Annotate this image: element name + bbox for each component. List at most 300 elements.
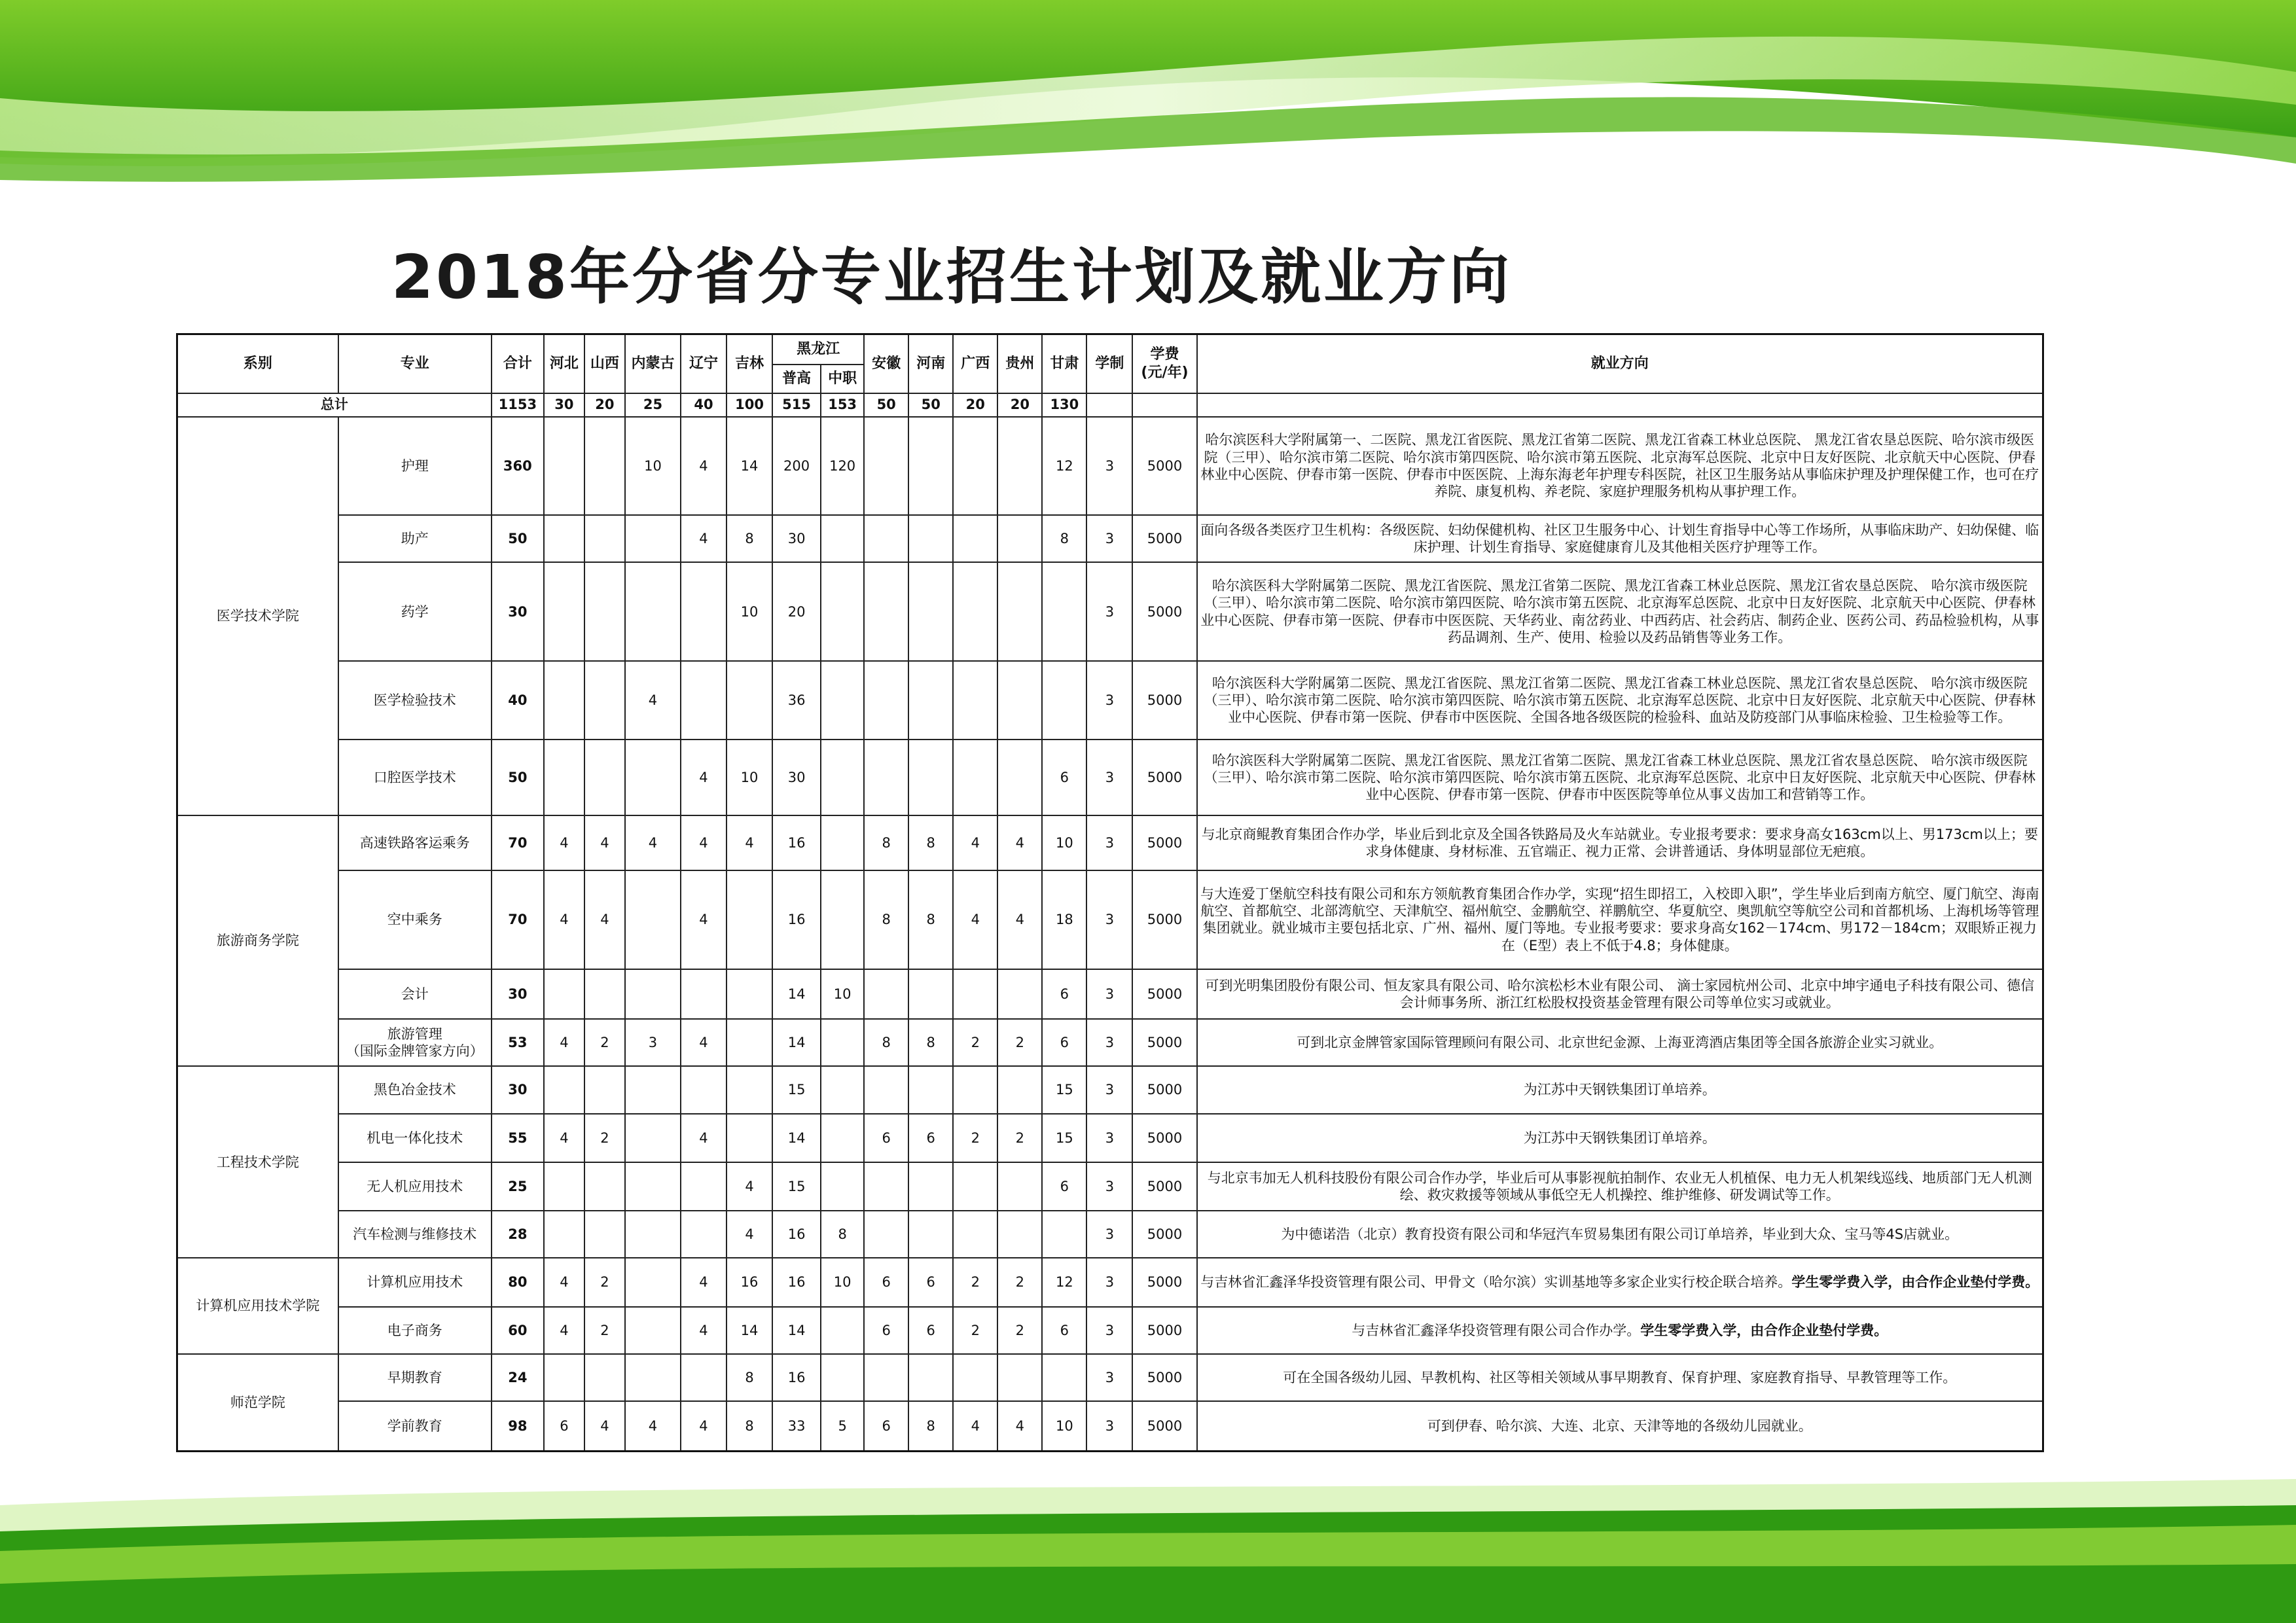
table-row: [177, 1401, 2043, 1451]
quota-cell: [544, 1211, 584, 1258]
quota-cell: [908, 515, 953, 562]
total-cell: [1132, 393, 1196, 417]
quota-cell: 6: [1042, 1019, 1086, 1066]
total-cell: 50: [908, 393, 953, 417]
quota-cell: [864, 1066, 908, 1113]
employment-text: 可在全国各级幼儿园、早教机构、社区等相关领域从事早期教育、保育护理、家庭教育指导、早教管理等工作。: [1283, 1369, 1957, 1385]
table-row: [177, 740, 2043, 815]
header-province: 河南: [908, 334, 953, 393]
total-count-cell: 24: [492, 1354, 544, 1401]
quota-cell: [821, 661, 864, 740]
quota-cell: [726, 870, 772, 969]
quota-cell: 16: [772, 1211, 821, 1258]
quota-cell: [726, 969, 772, 1019]
total-cell: 20: [997, 393, 1042, 417]
employment-cell: [1197, 870, 2043, 969]
table-row: [177, 870, 2043, 969]
table-row: [177, 1114, 2043, 1162]
quota-cell: [584, 1066, 625, 1113]
quota-cell: 4: [681, 740, 726, 815]
quota-cell: [908, 969, 953, 1019]
quota-cell: 5000: [1132, 870, 1196, 969]
table-row: [177, 1354, 2043, 1401]
quota-cell: [544, 1162, 584, 1211]
quota-cell: 4: [997, 1401, 1042, 1451]
quota-cell: [908, 661, 953, 740]
quota-cell: [544, 1066, 584, 1113]
table-row: [177, 1211, 2043, 1258]
total-count-cell: 55: [492, 1114, 544, 1162]
quota-cell: [821, 740, 864, 815]
quota-cell: 2: [584, 1114, 625, 1162]
quota-cell: [953, 969, 997, 1019]
department-cell: 师范学院: [177, 1354, 338, 1452]
quota-cell: [864, 515, 908, 562]
quota-cell: 5000: [1132, 740, 1196, 815]
department-cell: 计算机应用技术学院: [177, 1258, 338, 1354]
quota-cell: 5000: [1132, 1307, 1196, 1354]
quota-cell: 14: [772, 1114, 821, 1162]
quota-cell: 4: [726, 1162, 772, 1211]
quota-cell: 6: [544, 1401, 584, 1451]
quota-cell: [864, 1211, 908, 1258]
quota-cell: [821, 1019, 864, 1066]
major-cell: 汽车检测与维修技术: [338, 1211, 492, 1258]
quota-cell: [544, 515, 584, 562]
quota-cell: 2: [953, 1258, 997, 1306]
quota-cell: [997, 969, 1042, 1019]
employment-text: 与吉林省汇鑫泽华投资管理有限公司合作办学。: [1352, 1322, 1641, 1338]
quota-cell: 4: [953, 815, 997, 870]
quota-cell: 14: [772, 1019, 821, 1066]
quota-cell: 3: [1086, 1211, 1132, 1258]
quota-cell: 4: [681, 417, 726, 516]
quota-cell: 16: [772, 1258, 821, 1306]
employment-text: 可到伊春、哈尔滨、大连、北京、天津等地的各级幼儿园就业。: [1427, 1418, 1812, 1434]
quota-cell: [821, 1354, 864, 1401]
quota-cell: 6: [1042, 1307, 1086, 1354]
employment-cell: [1197, 1019, 2043, 1066]
quota-cell: [864, 562, 908, 661]
employment-text: 与吉林省汇鑫泽华投资管理有限公司、甲骨文（哈尔滨）实训基地等多家企业实行校企联合培养。: [1200, 1274, 1792, 1291]
quota-cell: 3: [1086, 1401, 1132, 1451]
header-province: 广西: [953, 334, 997, 393]
quota-cell: 3: [1086, 562, 1132, 661]
quota-cell: [625, 1162, 681, 1211]
quota-cell: 2: [997, 1307, 1042, 1354]
employment-cell: [1197, 969, 2043, 1019]
header-province: 辽宁: [681, 334, 726, 393]
employment-cell: [1197, 515, 2043, 562]
quota-cell: 2: [584, 1307, 625, 1354]
quota-cell: 5000: [1132, 515, 1196, 562]
quota-cell: 4: [681, 870, 726, 969]
total-cell: 20: [584, 393, 625, 417]
quota-cell: 8: [1042, 515, 1086, 562]
quota-cell: 15: [772, 1162, 821, 1211]
employment-cell: [1197, 740, 2043, 815]
quota-cell: [997, 1066, 1042, 1113]
quota-cell: [908, 417, 953, 516]
total-cell: 50: [864, 393, 908, 417]
header-duration: 学制: [1086, 334, 1132, 393]
quota-cell: [864, 1354, 908, 1401]
header-heilongjiang: 黑龙江: [772, 334, 864, 365]
quota-cell: 200: [772, 417, 821, 516]
quota-cell: [953, 515, 997, 562]
quota-cell: 2: [584, 1258, 625, 1306]
header-province: 安徽: [864, 334, 908, 393]
quota-cell: 10: [625, 417, 681, 516]
employment-cell: [1197, 1401, 2043, 1451]
quota-cell: 3: [1086, 870, 1132, 969]
quota-cell: [953, 562, 997, 661]
quota-cell: 4: [726, 1211, 772, 1258]
quota-cell: [584, 417, 625, 516]
total-cell: 153: [821, 393, 864, 417]
quota-cell: 8: [908, 815, 953, 870]
major-cell: 早期教育: [338, 1354, 492, 1401]
employment-cell: [1197, 815, 2043, 870]
quota-cell: 5000: [1132, 1401, 1196, 1451]
quota-cell: 6: [1042, 969, 1086, 1019]
header-major: 专业: [338, 334, 492, 393]
table-row: [177, 417, 2043, 516]
quota-cell: 3: [1086, 417, 1132, 516]
employment-cell: [1197, 1307, 2043, 1354]
major-cell: 黑色冶金技术: [338, 1066, 492, 1113]
quota-cell: 4: [584, 815, 625, 870]
employment-cell: [1197, 417, 2043, 516]
quota-cell: 4: [681, 1307, 726, 1354]
page-title: [0, 229, 2296, 315]
quota-cell: 5000: [1132, 1066, 1196, 1113]
quota-cell: 3: [625, 1019, 681, 1066]
total-cell: 25: [625, 393, 681, 417]
quota-cell: 10: [726, 562, 772, 661]
quota-cell: 5000: [1132, 1354, 1196, 1401]
quota-cell: 6: [864, 1258, 908, 1306]
quota-cell: [544, 562, 584, 661]
header-province: 吉林: [726, 334, 772, 393]
quota-cell: [821, 1162, 864, 1211]
quota-cell: [997, 661, 1042, 740]
quota-cell: 3: [1086, 740, 1132, 815]
header-total: 合计: [492, 334, 544, 393]
quota-cell: [681, 562, 726, 661]
quota-cell: [544, 417, 584, 516]
quota-cell: [953, 1354, 997, 1401]
quota-cell: [953, 1211, 997, 1258]
total-cell: 1153: [492, 393, 544, 417]
total-label: 总计: [177, 393, 492, 417]
quota-cell: 30: [772, 740, 821, 815]
quota-cell: 4: [584, 1401, 625, 1451]
quota-cell: 8: [726, 515, 772, 562]
quota-cell: [681, 969, 726, 1019]
quota-cell: 3: [1086, 969, 1132, 1019]
quota-cell: 4: [544, 870, 584, 969]
employment-text: 面向各级各类医疗卫生机构：各级医院、妇幼保健机构、社区卫生服务中心、计划生育指导中心等工作场所，从事临床助产、妇幼保健、临床护理、计划生育指导、家庭健康育儿及其他相关医疗护理等工作。: [1200, 522, 2039, 556]
quota-cell: 16: [772, 1354, 821, 1401]
quota-cell: [726, 1066, 772, 1113]
quota-cell: 4: [584, 870, 625, 969]
employment-cell: [1197, 1114, 2043, 1162]
quota-cell: 18: [1042, 870, 1086, 969]
quota-cell: [584, 562, 625, 661]
quota-cell: [821, 870, 864, 969]
quota-cell: [953, 661, 997, 740]
quota-cell: [997, 1211, 1042, 1258]
quota-cell: 16: [772, 815, 821, 870]
employment-text: 哈尔滨医科大学附属第二医院、黑龙江省医院、黑龙江省第二医院、黑龙江省森工林业总医院、黑龙江省农垦总医院、 哈尔滨市级医院（三甲）、哈尔滨市第二医院、哈尔滨市第四医院、哈尔滨市第五医院、北京海军总医院、北京中日友好医院、北京航天中心医院、伊春林业中心医院、伊春市第一医院、伊春市中医医院、全国各地各级医院的检验科、血站及防疫部门从事临床检验、卫生检验等工作。: [1204, 675, 2036, 726]
quota-cell: [953, 1066, 997, 1113]
quota-cell: [1042, 1354, 1086, 1401]
quota-cell: 14: [772, 969, 821, 1019]
quota-cell: 10: [821, 1258, 864, 1306]
quota-cell: 15: [1042, 1114, 1086, 1162]
quota-cell: 4: [544, 1114, 584, 1162]
header-hlj-vocational: 中职: [821, 365, 864, 393]
header-employment: 就业方向: [1197, 334, 2043, 393]
employment-text: 为中德诺浩（北京）教育投资有限公司和华冠汽车贸易集团有限公司订单培养，毕业到大众、宝马等4S店就业。: [1281, 1226, 1959, 1243]
quota-cell: [997, 740, 1042, 815]
quota-cell: 5000: [1132, 969, 1196, 1019]
table-row: [177, 562, 2043, 661]
table-row: [177, 815, 2043, 870]
quota-cell: [625, 969, 681, 1019]
quota-cell: 4: [544, 1307, 584, 1354]
quota-cell: 5000: [1132, 1162, 1196, 1211]
quota-cell: 10: [821, 969, 864, 1019]
quota-cell: 14: [726, 417, 772, 516]
table-row: [177, 1258, 2043, 1306]
quota-cell: 8: [864, 1019, 908, 1066]
quota-cell: [821, 1307, 864, 1354]
quota-cell: [997, 417, 1042, 516]
quota-cell: 33: [772, 1401, 821, 1451]
quota-cell: [584, 969, 625, 1019]
quota-cell: [997, 1354, 1042, 1401]
header-province: 山西: [584, 334, 625, 393]
quota-cell: [821, 1066, 864, 1113]
total-cell: 40: [681, 393, 726, 417]
quota-cell: [584, 515, 625, 562]
employment-highlight: 学生零学费入学，由合作企业垫付学费。: [1640, 1322, 1888, 1338]
employment-cell: [1197, 1258, 2043, 1306]
quota-cell: 3: [1086, 1162, 1132, 1211]
quota-cell: 8: [908, 1401, 953, 1451]
quota-cell: [908, 562, 953, 661]
quota-cell: 16: [726, 1258, 772, 1306]
quota-cell: 4: [681, 515, 726, 562]
employment-text: 可到北京金牌管家国际管理顾问有限公司、北京世纪金源、上海亚湾酒店集团等全国各旅游企业实习就业。: [1297, 1034, 1943, 1050]
employment-highlight: 学生零学费入学，由合作企业垫付学费。: [1791, 1274, 2039, 1291]
major-cell: 高速铁路客运乘务: [338, 815, 492, 870]
quota-cell: [726, 661, 772, 740]
quota-cell: 6: [908, 1114, 953, 1162]
employment-cell: [1197, 1162, 2043, 1211]
table-row: [177, 969, 2043, 1019]
quota-cell: 5000: [1132, 1114, 1196, 1162]
quota-cell: [625, 870, 681, 969]
total-cell: [1197, 393, 2043, 417]
major-cell: 学前教育: [338, 1401, 492, 1451]
quota-cell: 2: [997, 1114, 1042, 1162]
quota-cell: [997, 515, 1042, 562]
quota-cell: 4: [681, 1019, 726, 1066]
quota-cell: 5000: [1132, 562, 1196, 661]
table-row: [177, 661, 2043, 740]
quota-cell: [584, 740, 625, 815]
total-count-cell: 40: [492, 661, 544, 740]
quota-cell: [681, 1354, 726, 1401]
quota-cell: 8: [821, 1211, 864, 1258]
table-row: [177, 1066, 2043, 1113]
quota-cell: 10: [726, 740, 772, 815]
quota-cell: [625, 1307, 681, 1354]
table-row: [177, 1019, 2043, 1066]
page-title-text: 2018年分省分专业招生计划及就业方向: [391, 242, 1513, 312]
enrollment-plan-table: [176, 333, 2044, 1452]
employment-cell: [1197, 1211, 2043, 1258]
quota-cell: 4: [625, 815, 681, 870]
quota-cell: [908, 740, 953, 815]
quota-cell: 3: [1086, 1354, 1132, 1401]
quota-cell: 6: [908, 1307, 953, 1354]
employment-cell: [1197, 1354, 2043, 1401]
header-province: 贵州: [997, 334, 1042, 393]
employment-text: 可到光明集团股份有限公司、恒友家具有限公司、哈尔滨松杉木业有限公司、 滴士家园杭州公司、北京中坤宇通电子科技有限公司、德信会计师事务所、浙江红松股权投资基金管理有限公司等单位实习或就业。: [1205, 977, 2035, 1010]
quota-cell: 6: [1042, 740, 1086, 815]
quota-cell: 5000: [1132, 1211, 1196, 1258]
top-green-wave-banner: [0, 0, 2296, 196]
quota-cell: [625, 1211, 681, 1258]
major-cell: 旅游管理 （国际金牌管家方向）: [338, 1019, 492, 1066]
total-cell: 130: [1042, 393, 1086, 417]
total-cell: 30: [544, 393, 584, 417]
quota-cell: [821, 815, 864, 870]
quota-cell: [821, 1114, 864, 1162]
quota-cell: [544, 740, 584, 815]
quota-cell: [997, 562, 1042, 661]
quota-cell: 8: [726, 1354, 772, 1401]
quota-cell: 15: [772, 1066, 821, 1113]
quota-cell: 4: [625, 661, 681, 740]
quota-cell: 14: [772, 1307, 821, 1354]
quota-cell: 120: [821, 417, 864, 516]
header-hlj-general: 普高: [772, 365, 821, 393]
major-cell: 会计: [338, 969, 492, 1019]
quota-cell: 30: [772, 515, 821, 562]
quota-cell: [953, 740, 997, 815]
quota-cell: [821, 562, 864, 661]
major-cell: 无人机应用技术: [338, 1162, 492, 1211]
major-cell: 药学: [338, 562, 492, 661]
quota-cell: [953, 417, 997, 516]
major-cell: 电子商务: [338, 1307, 492, 1354]
quota-cell: 3: [1086, 815, 1132, 870]
employment-text: 哈尔滨医科大学附属第二医院、黑龙江省医院、黑龙江省第二医院、黑龙江省森工林业总医院、黑龙江省农垦总医院、 哈尔滨市级医院（三甲）、哈尔滨市第二医院、哈尔滨市第四医院、哈尔滨市第五医院、北京海军总医院、北京中日友好医院、北京航天中心医院、伊春林业中心医院、伊春市第一医院、伊春市中医医院、天华药业、南岔药业、中西药店、社会药店、制药企业、医药公司、药品检验机构，从事药品调剂、生产、使用、检验以及药品销售等业务工作。: [1200, 578, 2039, 645]
quota-cell: 4: [544, 1019, 584, 1066]
quota-cell: [584, 661, 625, 740]
header-fee: 学费 (元/年): [1132, 334, 1196, 393]
total-cell: 515: [772, 393, 821, 417]
total-count-cell: 28: [492, 1211, 544, 1258]
quota-cell: [584, 1211, 625, 1258]
major-cell: 医学检验技术: [338, 661, 492, 740]
quota-cell: [953, 1162, 997, 1211]
total-count-cell: 50: [492, 515, 544, 562]
quota-cell: 2: [997, 1019, 1042, 1066]
table-row: [177, 1162, 2043, 1211]
quota-cell: 5000: [1132, 661, 1196, 740]
department-cell: 工程技术学院: [177, 1066, 338, 1258]
quota-cell: [625, 1066, 681, 1113]
major-cell: 护理: [338, 417, 492, 516]
quota-cell: [625, 1258, 681, 1306]
quota-cell: [726, 1114, 772, 1162]
quota-cell: 8: [726, 1401, 772, 1451]
quota-cell: 10: [1042, 1401, 1086, 1451]
header-province: 内蒙古: [625, 334, 681, 393]
quota-cell: [625, 1114, 681, 1162]
total-cell: 100: [726, 393, 772, 417]
quota-cell: 12: [1042, 417, 1086, 516]
quota-cell: 8: [908, 870, 953, 969]
table-row: [177, 515, 2043, 562]
quota-cell: 12: [1042, 1258, 1086, 1306]
quota-cell: [821, 515, 864, 562]
quota-cell: 4: [997, 815, 1042, 870]
total-cell: [1086, 393, 1132, 417]
header-department: 系别: [177, 334, 338, 393]
quota-cell: [1042, 562, 1086, 661]
quota-cell: 3: [1086, 1258, 1132, 1306]
quota-cell: 3: [1086, 661, 1132, 740]
quota-cell: 2: [953, 1307, 997, 1354]
quota-cell: [864, 740, 908, 815]
quota-cell: 20: [772, 562, 821, 661]
quota-cell: 5: [821, 1401, 864, 1451]
quota-cell: [997, 1162, 1042, 1211]
total-count-cell: 60: [492, 1307, 544, 1354]
quota-cell: [544, 661, 584, 740]
total-row: [177, 393, 2043, 417]
quota-cell: [584, 1162, 625, 1211]
quota-cell: 4: [681, 815, 726, 870]
quota-cell: 4: [681, 1401, 726, 1451]
total-count-cell: 25: [492, 1162, 544, 1211]
quota-cell: [681, 1162, 726, 1211]
employment-cell: [1197, 661, 2043, 740]
quota-cell: 6: [864, 1114, 908, 1162]
quota-cell: 6: [864, 1307, 908, 1354]
quota-cell: [1042, 661, 1086, 740]
quota-cell: 15: [1042, 1066, 1086, 1113]
employment-cell: [1197, 562, 2043, 661]
employment-text: 哈尔滨医科大学附属第一、二医院、黑龙江省医院、黑龙江省第二医院、黑龙江省森工林业总医院、 黑龙江省农垦总医院、哈尔滨市级医院（三甲）、哈尔滨市第二医院、哈尔滨市第四医院、哈尔滨市第五医院、北京海军总医院、北京中日友好医院、北京航天中心医院、伊春林业中心医院、伊春市第一医院、伊春市中医医院、上海东海老年护理专科医院，社区卫生服务站从事临床护理及护理保健工作，也可在疗养院、康复机构、养老院、家庭护理服务机构从事护理工作。: [1200, 432, 2039, 500]
quota-cell: 14: [726, 1307, 772, 1354]
quota-cell: [864, 661, 908, 740]
quota-cell: 6: [1042, 1162, 1086, 1211]
major-cell: 空中乘务: [338, 870, 492, 969]
quota-cell: [625, 1354, 681, 1401]
total-count-cell: 30: [492, 969, 544, 1019]
total-count-cell: 80: [492, 1258, 544, 1306]
quota-cell: [908, 1162, 953, 1211]
quota-cell: 3: [1086, 1307, 1132, 1354]
